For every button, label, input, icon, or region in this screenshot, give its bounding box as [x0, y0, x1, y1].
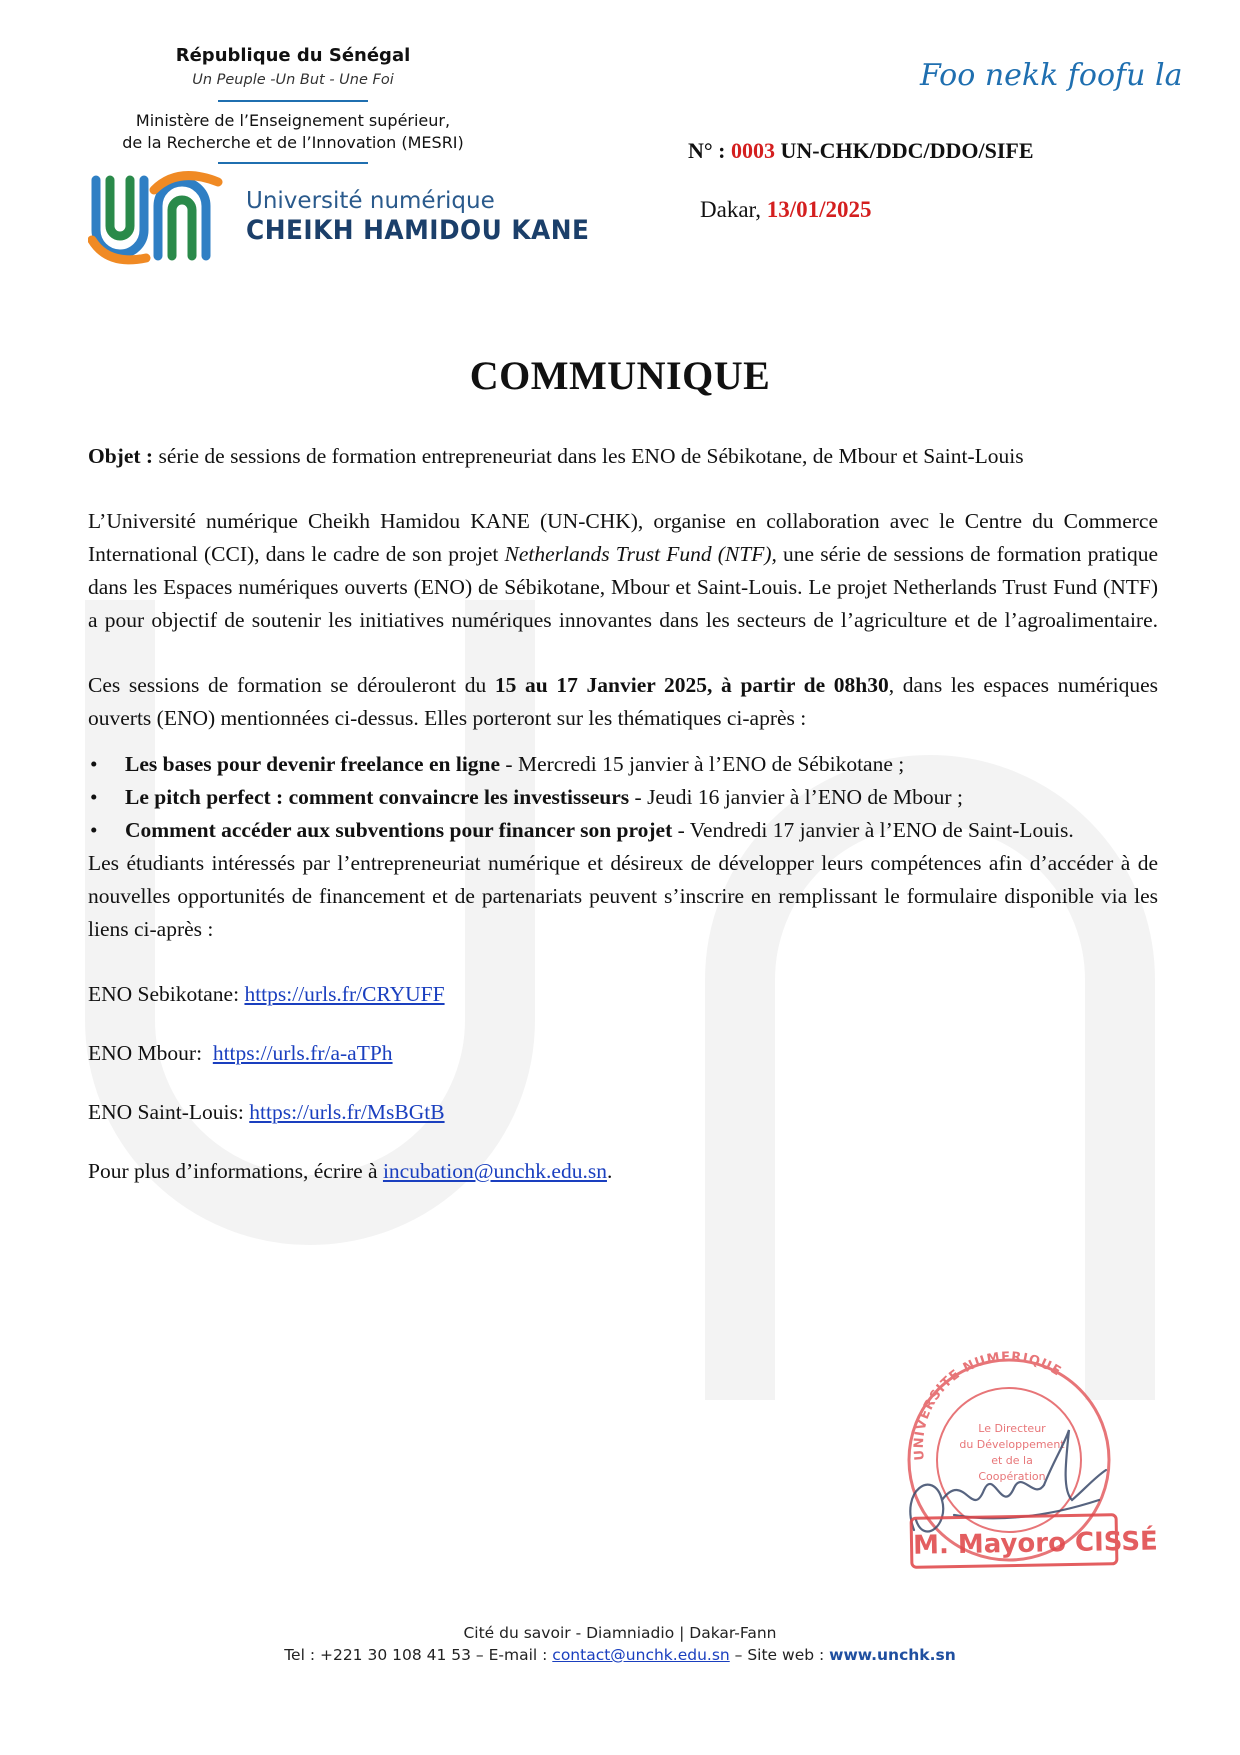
schedule-text-b: , dans les espaces numériques ouverts (ENO) mentionnées ci-dessus. Elles porteront sur les thématiques ci-après :: [88, 673, 1158, 730]
document-body: [88, 440, 1158, 1188]
date-line: [700, 197, 872, 223]
footer-email-link[interactable]: contact@unchk.edu.sn: [552, 1646, 730, 1664]
university-logo: [88, 168, 590, 268]
registration-paragraph: [88, 847, 1158, 946]
link-mbour[interactable]: https://urls.fr/a-aTPh: [212, 1041, 393, 1065]
republic-name: République du Sénégal: [175, 45, 411, 66]
svg-text:Coopération: Coopération: [978, 1470, 1046, 1483]
intro-text-a: L’Université numérique Cheikh Hamidou KANE (UN-CHK), organise en collaboration avec le Centre du Commerce International (CCI), dans le cadre de son projet: [88, 509, 1158, 566]
registration-text: Les étudiants intéressés par l’entrepreneuriat numérique et désireux de développer leurs compétences afin d’accéder à de nouvelles opportunités de financement et de partenariats peuvent s’inscrire en remplissant le formulaire disponible via les liens ci-après :: [88, 851, 1158, 941]
date-city: Dakar,: [700, 197, 767, 222]
document-title: COMMUNIQUE: [469, 353, 771, 398]
contact-text: Pour plus d’informations, écrire à: [88, 1159, 383, 1183]
list-item: [88, 814, 1158, 847]
footer-contacts: [0, 1644, 1240, 1666]
svg-text:et de la: et de la: [991, 1454, 1033, 1467]
national-motto: Un Peuple -Un But - Une Foi: [192, 72, 394, 88]
reference-prefix: N° :: [688, 138, 732, 163]
link-label: ENO Sebikotane:: [88, 982, 245, 1006]
reference-suffix: UN-CHK/DDC/DDO/SIFE: [775, 138, 1034, 163]
bullet-icon: •: [90, 818, 98, 842]
theme-title: Les bases pour devenir freelance en ligne: [125, 752, 501, 776]
ministry-line-1: Ministère de l’Enseignement supérieur,: [135, 111, 451, 130]
university-name: [246, 188, 619, 248]
reference-number: [688, 138, 1034, 164]
schedule-text-a: Ces sessions de formation se dérouleront du: [88, 673, 495, 697]
university-name-line-2: CHEIKH HAMIDOU KANE: [246, 215, 590, 246]
unchk-logo-icon: [88, 170, 226, 266]
svg-text:Le Directeur: Le Directeur: [978, 1422, 1046, 1435]
theme-detail: - Jeudi 16 janvier à l’ENO de Mbour ;: [629, 785, 963, 809]
theme-detail: - Vendredi 17 janvier à l’ENO de Saint-Louis.: [672, 818, 1074, 842]
header-divider: [218, 100, 368, 102]
object-line: [88, 440, 1158, 473]
project-name: Netherlands Trust Fund (NTF),: [504, 542, 777, 566]
theme-title: Comment accéder aux subventions pour financer son projet: [125, 818, 673, 842]
theme-detail: - Mercredi 15 janvier à l’ENO de Sébikotane ;: [500, 752, 905, 776]
link-label: ENO Saint-Louis:: [88, 1100, 250, 1124]
intro-text-b: une série de sessions de formation pratique dans les Espaces numériques ouverts (ENO) de Sébikotane, Mbour et Saint-Louis. Le projet Netherlands Trust Fund (NTF) a pour objectif de soutenir les initiatives numériques innovantes dans les secteurs de l’agriculture et de l’agroalimentaire.: [88, 542, 1159, 632]
footer-tel: Tel : +221 30 108 41 53 – E-mail :: [284, 1646, 553, 1664]
footer-address: Cité du savoir - Diamniadio | Dakar-Fann: [463, 1624, 777, 1642]
link-line-saint-louis: [88, 1096, 1158, 1129]
intro-paragraph: [88, 505, 1158, 637]
list-item: [88, 748, 1158, 781]
svg-text:du Développement: du Développement: [959, 1438, 1065, 1451]
link-line-mbour: [88, 1037, 1158, 1070]
schedule-paragraph: [88, 669, 1158, 735]
ministry-header: [88, 44, 498, 164]
header-divider-2: [218, 162, 368, 164]
footer-website-link[interactable]: www.unchk.sn: [829, 1646, 956, 1664]
link-label: ENO Mbour:: [88, 1041, 213, 1065]
document-date: 13/01/2025: [766, 197, 872, 222]
university-name-line-1: Université numérique: [246, 188, 495, 214]
theme-title: Le pitch perfect : comment convaincre les investisseurs: [125, 785, 630, 809]
contact-email-link[interactable]: incubation@unchk.edu.sn: [382, 1159, 607, 1183]
link-saint-louis[interactable]: https://urls.fr/MsBGtB: [249, 1100, 445, 1124]
schedule-dates: 15 au 17 Janvier 2025, à partir de 08h30: [494, 673, 889, 697]
link-line-sebikotane: [88, 978, 1158, 1011]
reference-value: 0003: [731, 138, 776, 163]
bullet-icon: •: [90, 752, 98, 776]
contact-line: [88, 1155, 1158, 1188]
ministry-line-2: de la Recherche et de l’Innovation (MESRI): [122, 133, 464, 152]
stamp-ring-text: UNIVERSITE NUMERIQUE: [911, 1350, 1065, 1462]
bullet-icon: •: [90, 785, 98, 809]
object-text: série de sessions de formation entrepreneuriat dans les ENO de Sébikotane, de Mbour et Saint-Louis: [153, 444, 1024, 468]
contact-end: .: [606, 1159, 613, 1183]
themes-list: [88, 748, 1158, 847]
slogan: Foo nekk foofu la: [920, 58, 1183, 93]
link-sebikotane[interactable]: https://urls.fr/CRYUFF: [244, 982, 445, 1006]
footer-web-label: – Site web :: [729, 1646, 830, 1664]
page-footer: [0, 1622, 1240, 1666]
signatory-name: M. Mayoro CISSÉ: [910, 1513, 1119, 1569]
list-item: [88, 781, 1158, 814]
object-label: Objet :: [88, 444, 154, 468]
